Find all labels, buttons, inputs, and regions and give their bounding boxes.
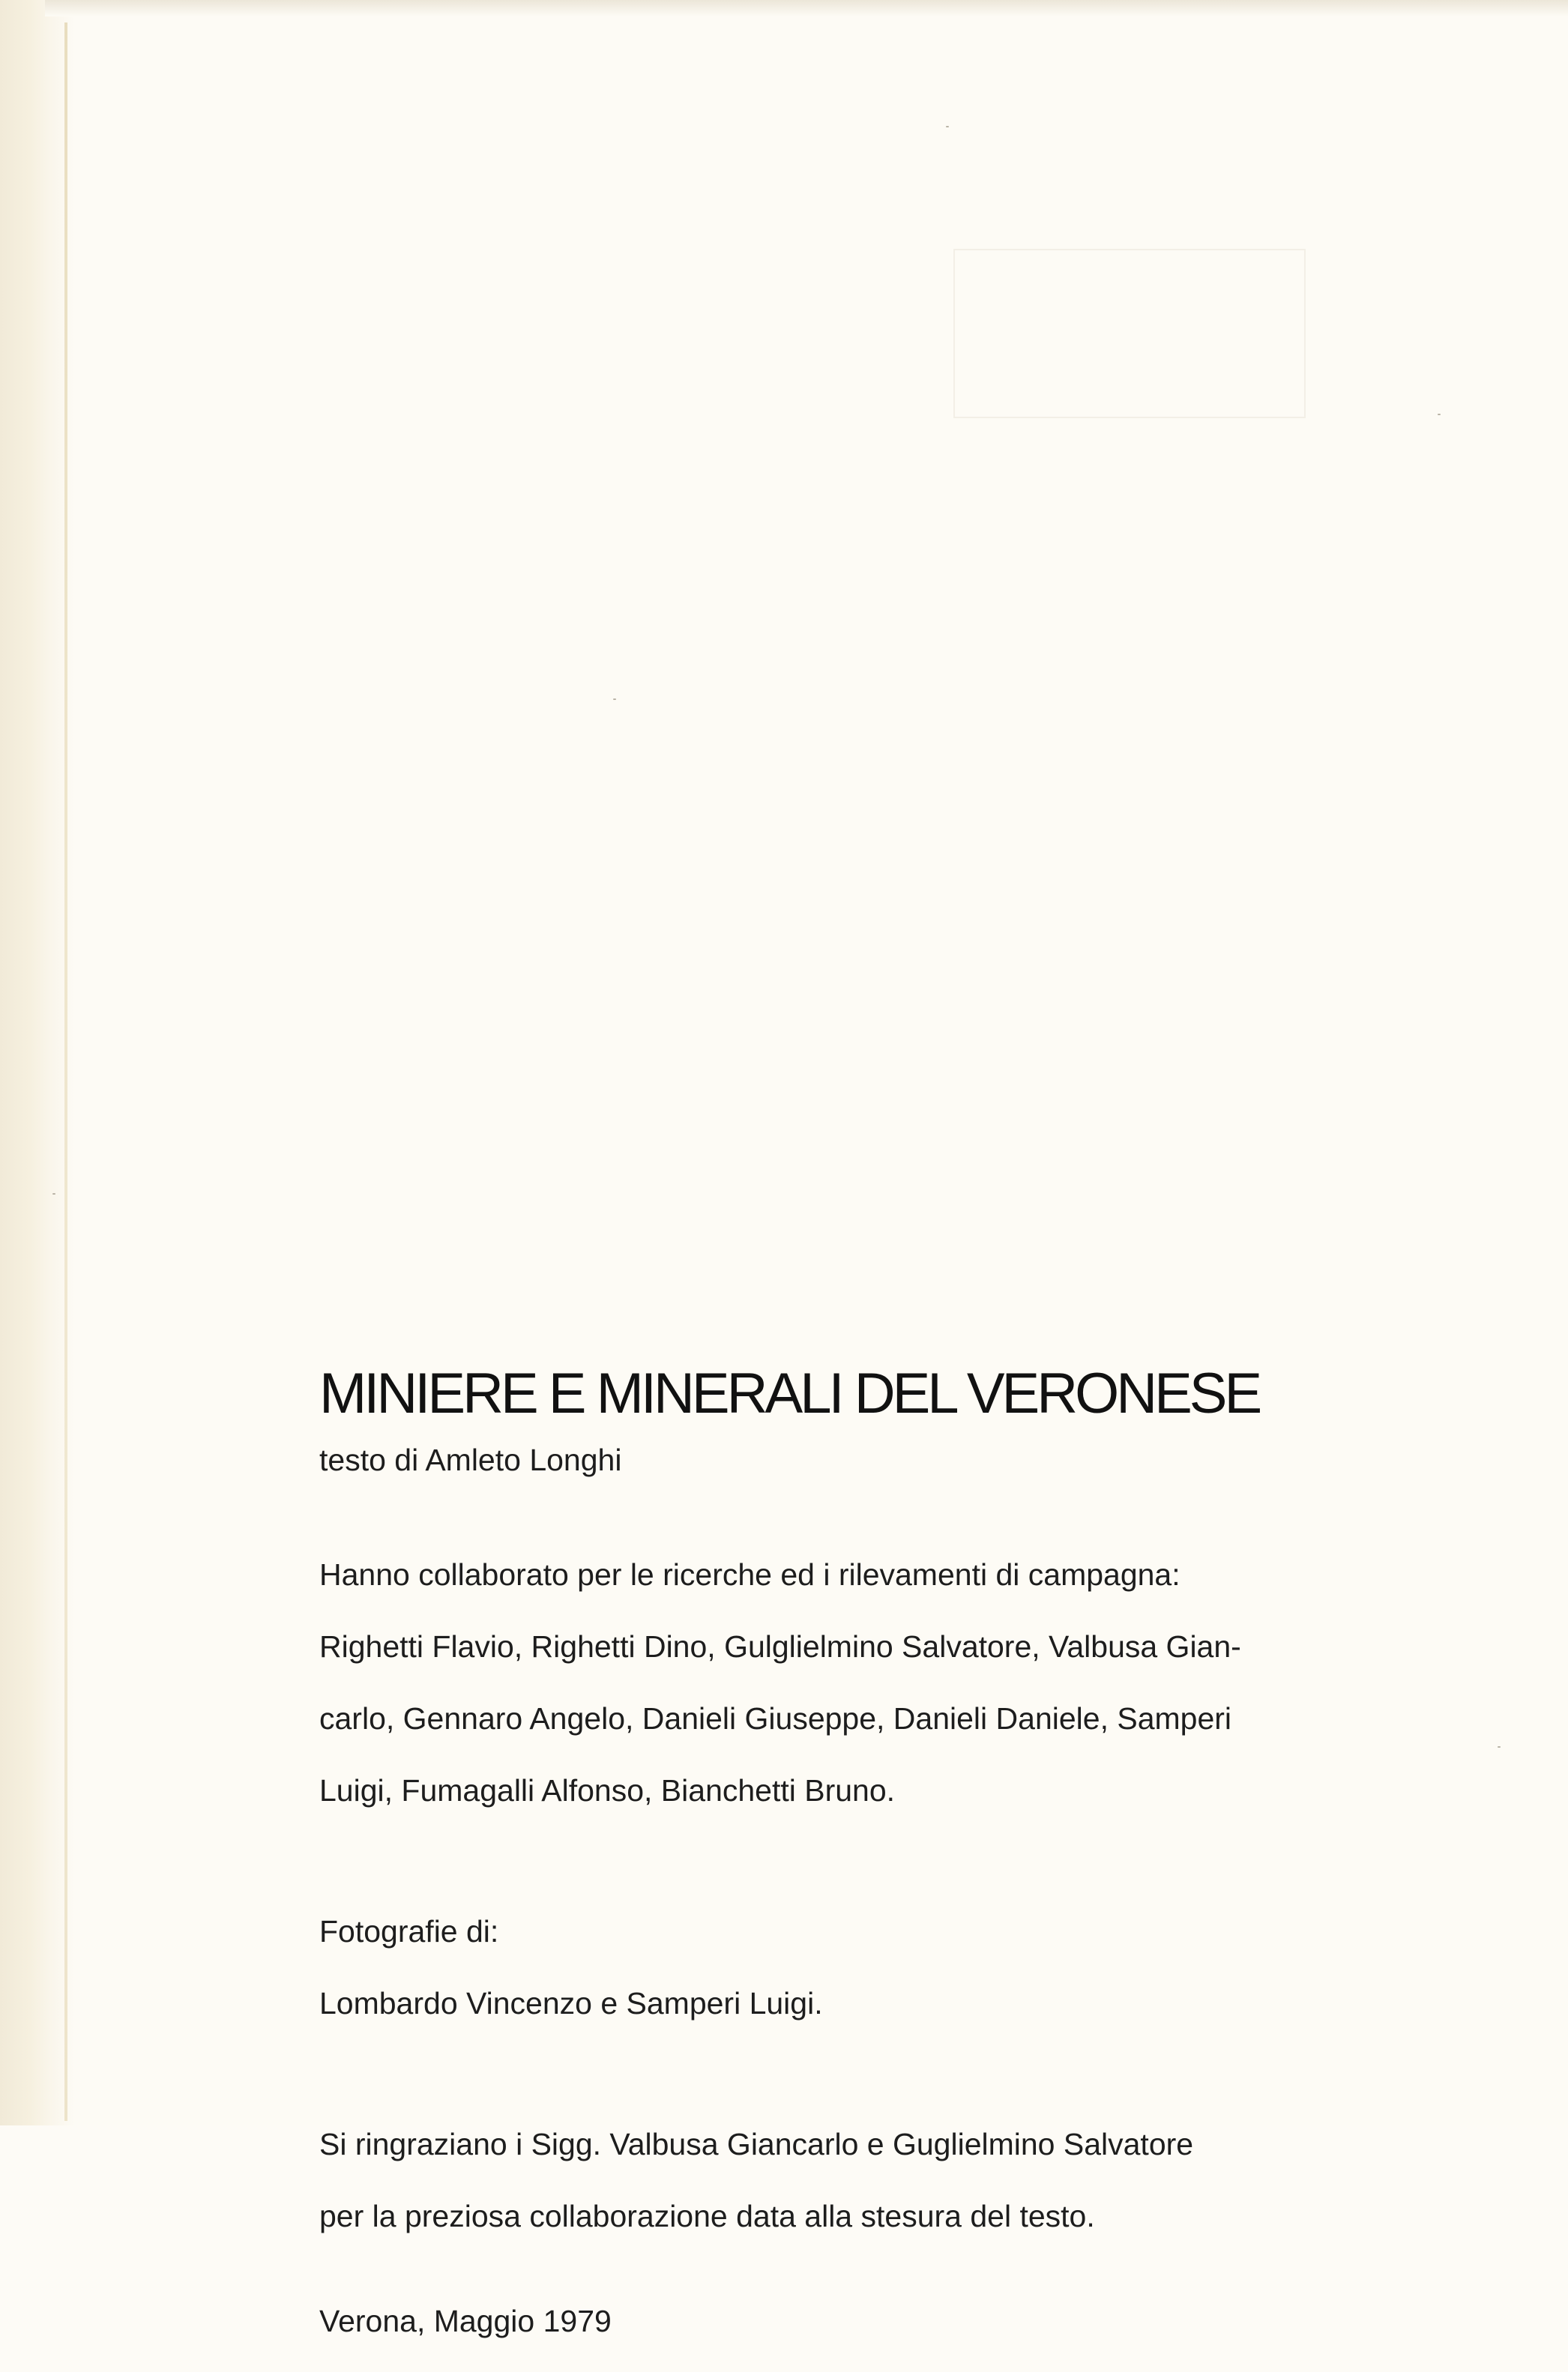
paper-speck bbox=[1438, 414, 1441, 415]
collaborators-line: carlo, Gennaro Angelo, Danieli Giuseppe, Danieli Daniele, Samperi bbox=[319, 1701, 1232, 1736]
collaborators-line: Righetti Flavio, Righetti Dino, Gulglielmino Salvatore, Valbusa Gian- bbox=[319, 1629, 1241, 1665]
place-date: Verona, Maggio 1979 bbox=[319, 2304, 612, 2339]
show-through-mark bbox=[953, 249, 1306, 418]
photos-line: Fotografie di: bbox=[319, 1914, 499, 1949]
document-title: MINIERE E MINERALI DEL VERONESE bbox=[319, 1362, 1260, 1425]
paper-speck bbox=[52, 1193, 55, 1195]
paper-speck bbox=[1498, 1746, 1501, 1748]
collaborators-line: Hanno collaborato per le ricerche ed i rilevamenti di campagna: bbox=[319, 1557, 1180, 1593]
author-line: testo di Amleto Longhi bbox=[319, 1443, 622, 1477]
collaborators-paragraph bbox=[319, 1521, 1354, 1844]
colophon bbox=[319, 1362, 1369, 2372]
thanks-line: Si ringraziano i Sigg. Valbusa Giancarlo e Guglielmino Salvatore bbox=[319, 2127, 1194, 2162]
paper-speck bbox=[613, 698, 616, 700]
thanks-line: per la preziosa collaborazione data alla stesura del testo. bbox=[319, 2199, 1095, 2234]
thanks-paragraph bbox=[319, 2090, 1354, 2270]
top-page-edge bbox=[45, 0, 1568, 16]
binding-spine bbox=[0, 0, 75, 2125]
photos-paragraph bbox=[319, 1877, 1354, 2057]
photos-line: Lombardo Vincenzo e Samperi Luigi. bbox=[319, 1986, 823, 2021]
binding-crease bbox=[64, 22, 67, 2121]
collaborators-line: Luigi, Fumagalli Alfonso, Bianchetti Bruno. bbox=[319, 1773, 896, 1808]
paper-speck bbox=[946, 126, 949, 127]
